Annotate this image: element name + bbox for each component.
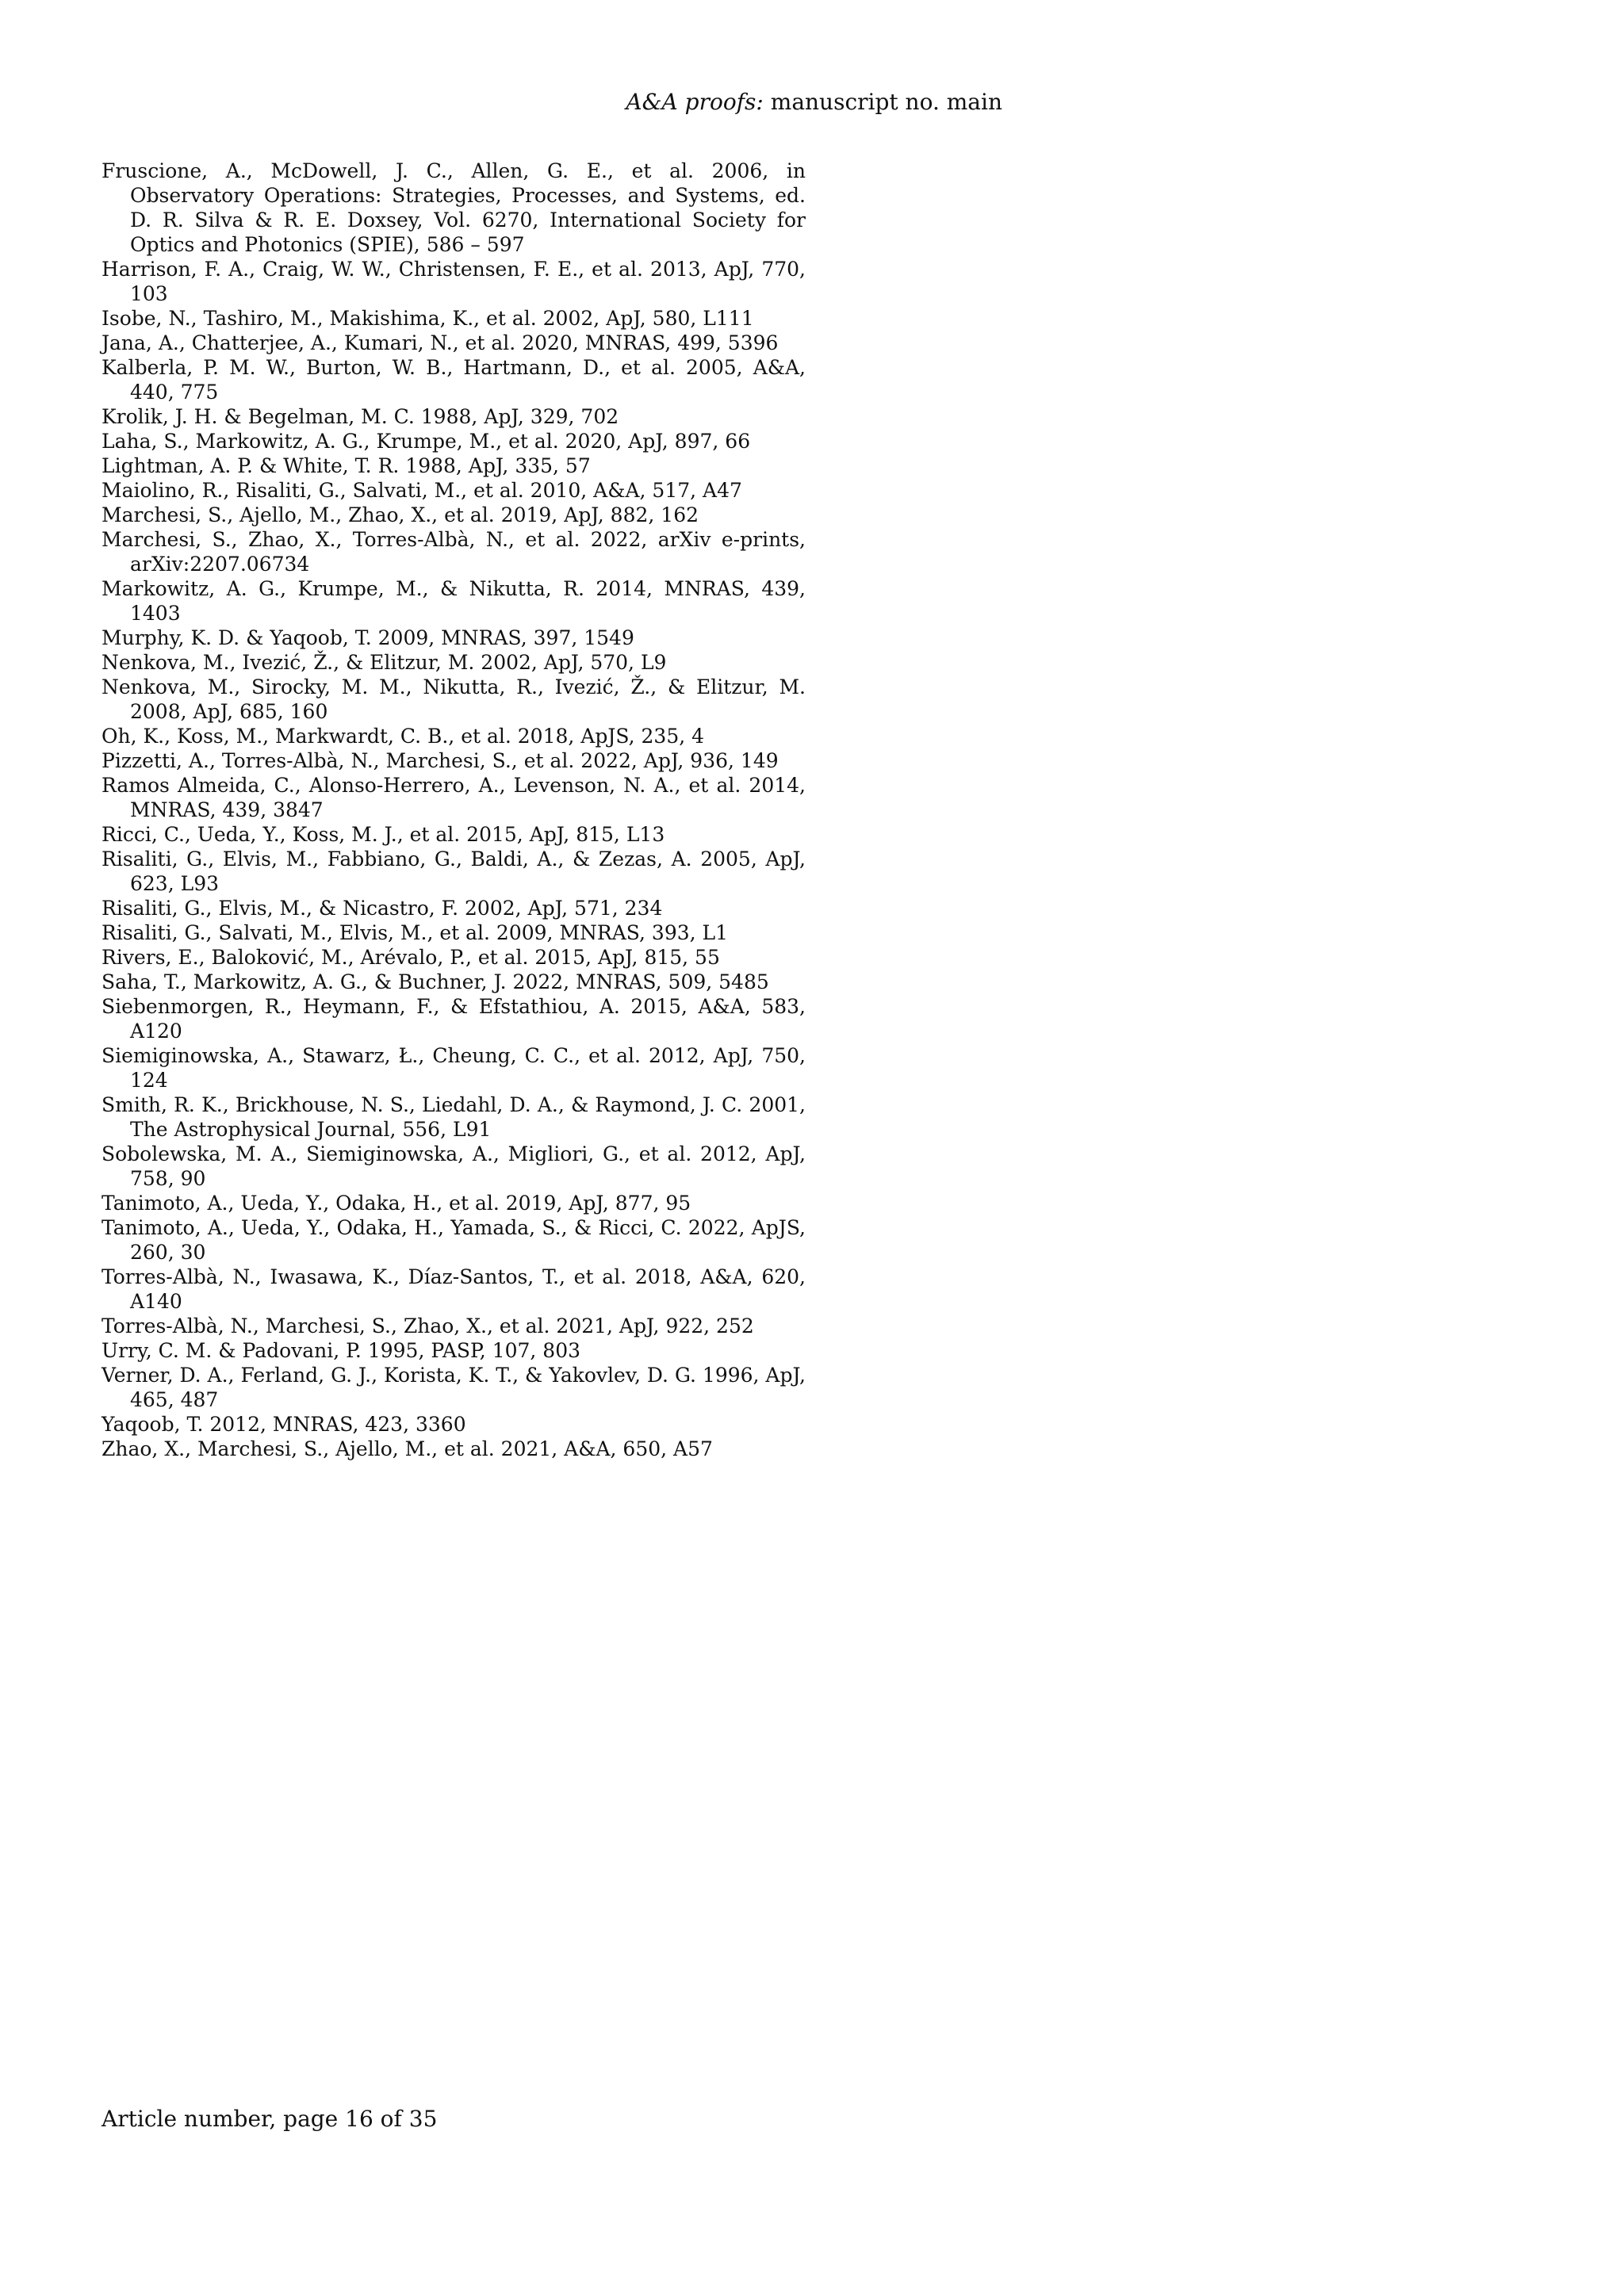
reference-item: Siemiginowska, A., Stawarz, Ł., Cheung, C. C., et al. 2012, ApJ, 750, 124 [102,1044,806,1092]
reference-item: Urry, C. M. & Padovani, P. 1995, PASP, 107, 803 [102,1339,581,1362]
reference-item: Siebenmorgen, R., Heymann, F., & Efstathiou, A. 2015, A&A, 583, A120 [102,995,806,1043]
reference-item: Nenkova, M., Ivezić, Ž., & Elitzur, M. 2002, ApJ, 570, L9 [102,651,667,674]
reference-list [102,159,806,1461]
reference-item: Krolik, J. H. & Begelman, M. C. 1988, ApJ, 329, 702 [102,405,619,428]
reference-item: Lightman, A. P. & White, T. R. 1988, ApJ, 335, 57 [102,454,591,477]
reference-item: Risaliti, G., Elvis, M., Fabbiano, G., Baldi, A., & Zezas, A. 2005, ApJ, 623, L93 [102,848,806,895]
journal-name: A&A proofs: [626,89,764,115]
reference-item: Saha, T., Markowitz, A. G., & Buchner, J. 2022, MNRAS, 509, 5485 [102,970,769,993]
reference-item: Kalberla, P. M. W., Burton, W. B., Hartmann, D., et al. 2005, A&A, 440, 775 [102,356,806,404]
reference-item: Murphy, K. D. & Yaqoob, T. 2009, MNRAS, 397, 1549 [102,626,634,649]
reference-item: Yaqoob, T. 2012, MNRAS, 423, 3360 [102,1413,466,1436]
reference-item: Isobe, N., Tashiro, M., Makishima, K., et al. 2002, ApJ, 580, L111 [102,307,754,330]
reference-item: Risaliti, G., Elvis, M., & Nicastro, F. 2002, ApJ, 571, 234 [102,897,663,920]
reference-item: Marchesi, S., Zhao, X., Torres-Albà, N., et al. 2022, arXiv e-prints, arXiv:2207.06734 [102,528,806,576]
reference-item: Nenkova, M., Sirocky, M. M., Nikutta, R., Ivezić, Ž., & Elitzur, M. 2008, ApJ, 685, 160 [102,675,806,723]
reference-item: Pizzetti, A., Torres-Albà, N., Marchesi, S., et al. 2022, ApJ, 936, 149 [102,749,779,772]
reference-item: Tanimoto, A., Ueda, Y., Odaka, H., Yamada, S., & Ricci, C. 2022, ApJS, 260, 30 [102,1216,806,1264]
reference-item: Ramos Almeida, C., Alonso-Herrero, A., Levenson, N. A., et al. 2014, MNRAS, 439, 3847 [102,774,806,821]
reference-item: Verner, D. A., Ferland, G. J., Korista, K. T., & Yakovlev, D. G. 1996, ApJ, 465, 487 [102,1364,806,1411]
reference-item: Tanimoto, A., Ueda, Y., Odaka, H., et al. 2019, ApJ, 877, 95 [102,1192,691,1215]
reference-item: Jana, A., Chatterjee, A., Kumari, N., et al. 2020, MNRAS, 499, 5396 [102,331,779,354]
reference-item: Marchesi, S., Ajello, M., Zhao, X., et al. 2019, ApJ, 882, 162 [102,503,699,526]
reference-item: Smith, R. K., Brickhouse, N. S., Liedahl, D. A., & Raymond, J. C. 2001, The Astrophysical Journal, 556, L91 [102,1093,806,1141]
reference-item: Harrison, F. A., Craig, W. W., Christensen, F. E., et al. 2013, ApJ, 770, 103 [102,258,806,305]
reference-item: Risaliti, G., Salvati, M., Elvis, M., et al. 2009, MNRAS, 393, L1 [102,921,729,944]
reference-item: Rivers, E., Baloković, M., Arévalo, P., et al. 2015, ApJ, 815, 55 [102,946,720,969]
reference-item: Oh, K., Koss, M., Markwardt, C. B., et al. 2018, ApJS, 235, 4 [102,725,705,748]
reference-item: Laha, S., Markowitz, A. G., Krumpe, M., et al. 2020, ApJ, 897, 66 [102,430,751,453]
reference-item: Markowitz, A. G., Krumpe, M., & Nikutta, R. 2014, MNRAS, 439, 1403 [102,577,806,625]
page-footer: Article number, page 16 of 35 [102,2106,438,2132]
reference-item: Torres-Albà, N., Marchesi, S., Zhao, X., et al. 2021, ApJ, 922, 252 [102,1314,754,1337]
reference-item: Torres-Albà, N., Iwasawa, K., Díaz-Santos, T., et al. 2018, A&A, 620, A140 [102,1265,806,1313]
reference-item: Fruscione, A., McDowell, J. C., Allen, G. E., et al. 2006, in Observatory Operations: Strategies, Processes, and Systems, ed. D. R. Silva & R. E. Doxsey, Vol. 6270, International Society for Optics and Photonics (SPIE), 586 – 597 [102,159,806,256]
reference-item: Maiolino, R., Risaliti, G., Salvati, M., et al. 2010, A&A, 517, A47 [102,479,742,502]
reference-item: Zhao, X., Marchesi, S., Ajello, M., et al. 2021, A&A, 650, A57 [102,1437,713,1460]
reference-item: Ricci, C., Ueda, Y., Koss, M. J., et al. 2015, ApJ, 815, L13 [102,823,665,846]
running-header [626,89,1002,116]
manuscript-label: manuscript no. main [770,89,1002,115]
reference-item: Sobolewska, M. A., Siemiginowska, A., Migliori, G., et al. 2012, ApJ, 758, 90 [102,1142,806,1190]
